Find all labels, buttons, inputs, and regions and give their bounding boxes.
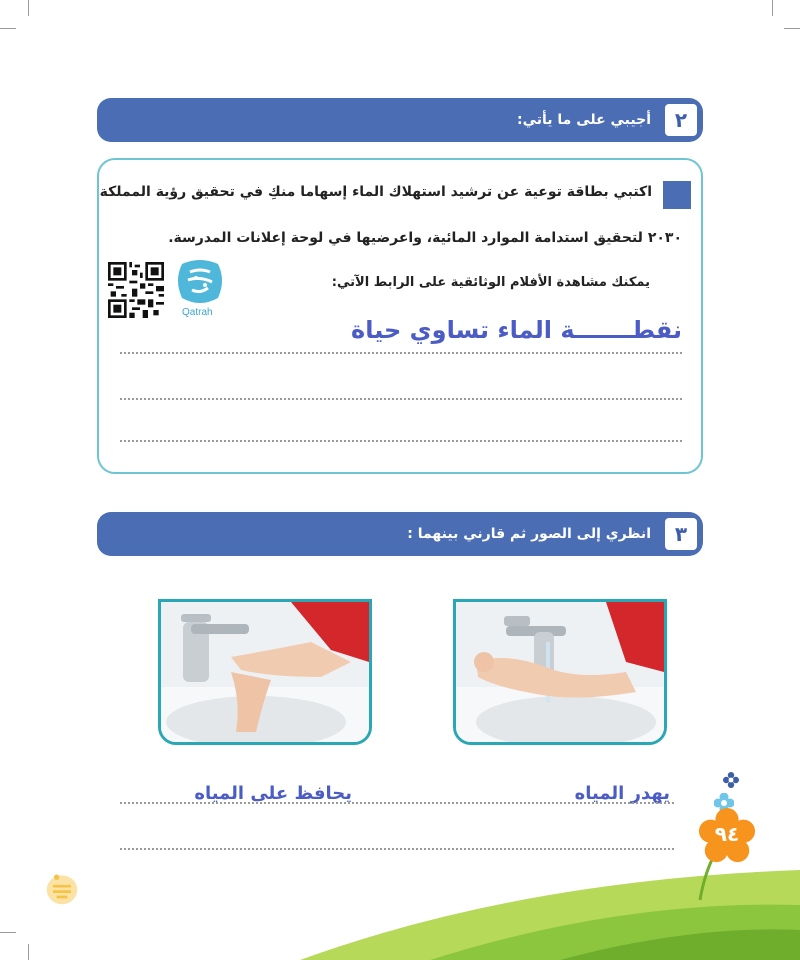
section-3-header: [97, 512, 703, 556]
crop-mark: [0, 28, 16, 29]
answer-line: [120, 848, 674, 850]
crop-mark: [784, 28, 800, 29]
qr-code-icon: [108, 262, 164, 318]
answer-line: [120, 440, 682, 442]
crop-mark: [28, 0, 29, 16]
answer-line: [120, 802, 674, 804]
activity-prompt-line-3: يمكنك مشاهدة الأفلام الوثائقية على الرابط الآتي:: [331, 275, 650, 290]
activity-bullet-icon: [663, 181, 691, 209]
section-3-title: انظري إلى الصور ثم قارني بينهما :: [407, 526, 651, 542]
activity-answer: نقطـــــــة الماء تساوي حياة: [351, 316, 682, 344]
activity-prompt-line-2: ٢٠٣٠ لتحقيق استدامة الموارد المائية، واعرضيها في لوحة إعلانات المدرسة.: [168, 230, 682, 246]
answer-line: [120, 398, 682, 400]
small-flower-icon: [723, 772, 739, 788]
activity-prompt-line-1: اكتبي بطاقة توعية عن ترشيد استهلاك الماء إسهاما منكِ في تحقيق رؤية المملكة: [99, 184, 652, 200]
photo-tap-open: [453, 599, 667, 745]
answer-wasting-water: يهدر المياه: [574, 783, 670, 804]
section-2-title: أجيبي على ما يأتي:: [516, 112, 651, 128]
crop-mark: [784, 932, 800, 933]
answer-line: [120, 352, 682, 354]
section-2-header: [97, 98, 703, 142]
crop-mark: [772, 944, 773, 960]
crop-mark: [28, 944, 29, 960]
crop-mark: [772, 0, 773, 16]
section-3-number: ٣: [665, 518, 697, 550]
answer-saving-water: يحافظ على المياه: [194, 783, 352, 804]
qatrah-label: Qatrah: [182, 307, 213, 318]
crop-mark: [0, 932, 16, 933]
publisher-logo-icon: [44, 868, 80, 908]
photo-tap-closed: [158, 599, 372, 745]
page-number: ٩٤: [714, 822, 740, 846]
section-2-number: ٢: [665, 104, 697, 136]
